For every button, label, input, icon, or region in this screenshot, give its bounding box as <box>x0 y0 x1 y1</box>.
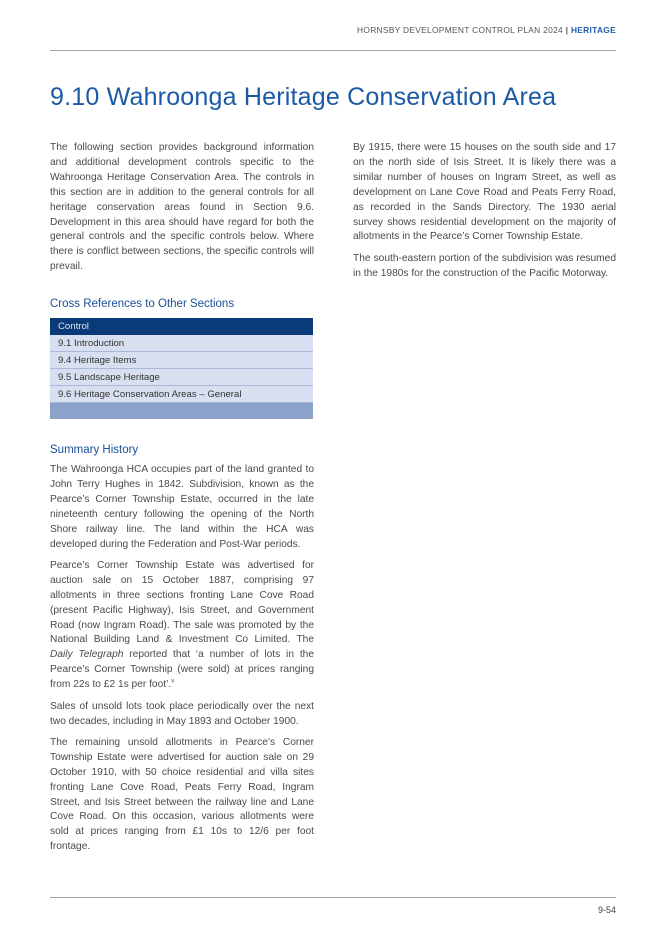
footer-rule <box>50 897 616 898</box>
history-paragraph-1: The Wahroonga HCA occupies part of the land granted to John Terry Hughes in 1842. Subdivision, known as the Pearce’s Corner Township Estate, occurred in the late nineteenth century following the opening of the North Shore railway line. The land within the HCA was developed during the Federation and Post-War periods. <box>50 464 314 550</box>
table-cell: 9.5 Landscape Heritage <box>50 369 313 386</box>
history-paragraph-2-end: reported that ‘a number of lots in the Pearce’s Corner Township (were sold) at prices ranging from 22s to £2 1s per foot’. <box>50 649 314 691</box>
header-document-title: HORNSBY DEVELOPMENT CONTROL PLAN 2024 <box>357 25 563 35</box>
header-section-name: HERITAGE <box>570 25 616 35</box>
newspaper-title: Daily Telegraph <box>50 649 124 661</box>
summary-history-heading: Summary History <box>50 444 139 456</box>
table-row <box>50 386 313 403</box>
history-paragraph-3: Sales of unsold lots took place periodically over the next two decades, including in May 1893 and October 1900. <box>50 700 314 727</box>
right-paragraph-1: By 1915, there were 15 houses on the south side and 17 on the north side of Isis Street. It is likely there was a similar number of houses on Ingram Street, as well as development on Lane Cove Road and Peats Ferry Road, as recorded in the Sands Directory. The 1930 aerial survey shows residential development on the majority of allotments in the Pearce’s Corner Township Estate. <box>353 142 616 243</box>
table-cell: 9.4 Heritage Items <box>50 352 313 369</box>
header-rule <box>50 50 616 51</box>
table-column-header: Control <box>50 318 313 335</box>
table-cell: 9.6 Heritage Conservation Areas – General <box>50 386 313 403</box>
cross-references-heading: Cross References to Other Sections <box>50 298 235 310</box>
table-row <box>50 352 313 369</box>
running-header <box>357 25 616 35</box>
history-paragraph-2 <box>50 559 314 693</box>
left-column <box>50 141 314 282</box>
cross-references-table <box>50 318 313 419</box>
summary-history-text <box>50 463 314 862</box>
right-paragraph-2: The south-eastern portion of the subdivision was resumed in the 1980s for the construction of the Pacific Motorway. <box>353 252 616 279</box>
header-separator: | <box>565 25 569 35</box>
table-blank-cell <box>50 403 313 420</box>
page-number: 9-54 <box>597 905 616 915</box>
intro-paragraph: The following section provides background information and additional development controls specific to the Wahroonga Heritage Conservation Area. The controls in this section are in addition to the general controls for all heritage conservation areas found in Section 9.6. Development in this area should have regard for both the general controls and the specific controls below. Where there is conflict between sections, the specific controls will prevail. <box>50 142 314 273</box>
history-paragraph-4: The remaining unsold allotments in Pearce’s Corner Township Estate were advertised for auction sale on 29 October 1910, with 50 choice residential and villa sites fronting Lane Cove Road, Peats Ferry Road, Ingram Street, and Isis Street between the railway line and Lane Cove Road. On this occasion, various allotments were sold at prices ranging from £1 10s to 12/6 per foot frontage. <box>50 736 314 853</box>
right-column <box>353 141 616 288</box>
table-cell: 9.1 Introduction <box>50 335 313 352</box>
table-blank-row <box>50 403 313 420</box>
page-title: 9.10 Wahroonga Heritage Conservation Area <box>50 83 557 111</box>
table-header-row <box>50 318 313 335</box>
endnote-marker: v <box>171 678 175 685</box>
history-paragraph-2-start: Pearce’s Corner Township Estate was advertised for auction sale on 15 October 1887, comprising 97 allotments in three sections fronting Lane Cove Road (present Pacific Highway), Isis Street, and Government Road (now Ingram Road). The sale was promoted by the National Building Land & Investment Co Limited. The <box>50 559 314 646</box>
table-row <box>50 335 313 352</box>
table-row <box>50 369 313 386</box>
